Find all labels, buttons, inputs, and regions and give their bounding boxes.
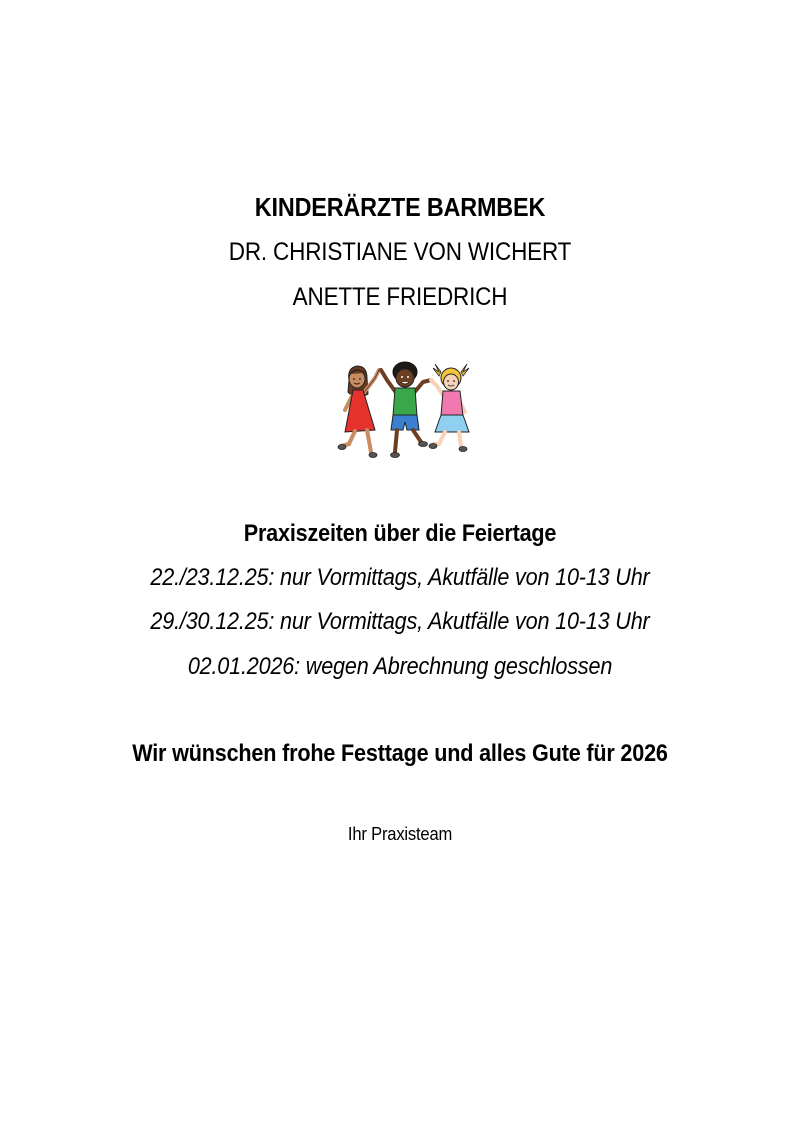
dancing-children-illustration bbox=[335, 358, 475, 464]
girl-red-dress-figure bbox=[338, 366, 379, 458]
doctor-name: ANETTE FRIEDRICH bbox=[292, 283, 508, 311]
holiday-greeting: Wir wünschen frohe Festtage und alles Gute für 2026 bbox=[132, 740, 668, 767]
practice-name: KINDERÄRZTE BARMBEK bbox=[254, 192, 546, 222]
holiday-hours-line: 29./30.12.25: nur Vormittags, Akutfälle von 10-13 Uhr bbox=[150, 608, 650, 635]
holiday-hours-title: Praxiszeiten über die Feiertage bbox=[243, 520, 557, 547]
boy-green-shirt-figure bbox=[381, 362, 431, 458]
holiday-hours-line: 02.01.2026: wegen Abrechnung geschlossen bbox=[187, 653, 613, 680]
signature: Ihr Praxisteam bbox=[347, 824, 453, 844]
holiday-hours-line: 22./23.12.25: nur Vormittags, Akutfälle von 10-13 Uhr bbox=[150, 564, 650, 591]
girl-pink-shirt-figure bbox=[429, 364, 469, 452]
doctor-name: DR. CHRISTIANE VON WICHERT bbox=[228, 238, 572, 266]
